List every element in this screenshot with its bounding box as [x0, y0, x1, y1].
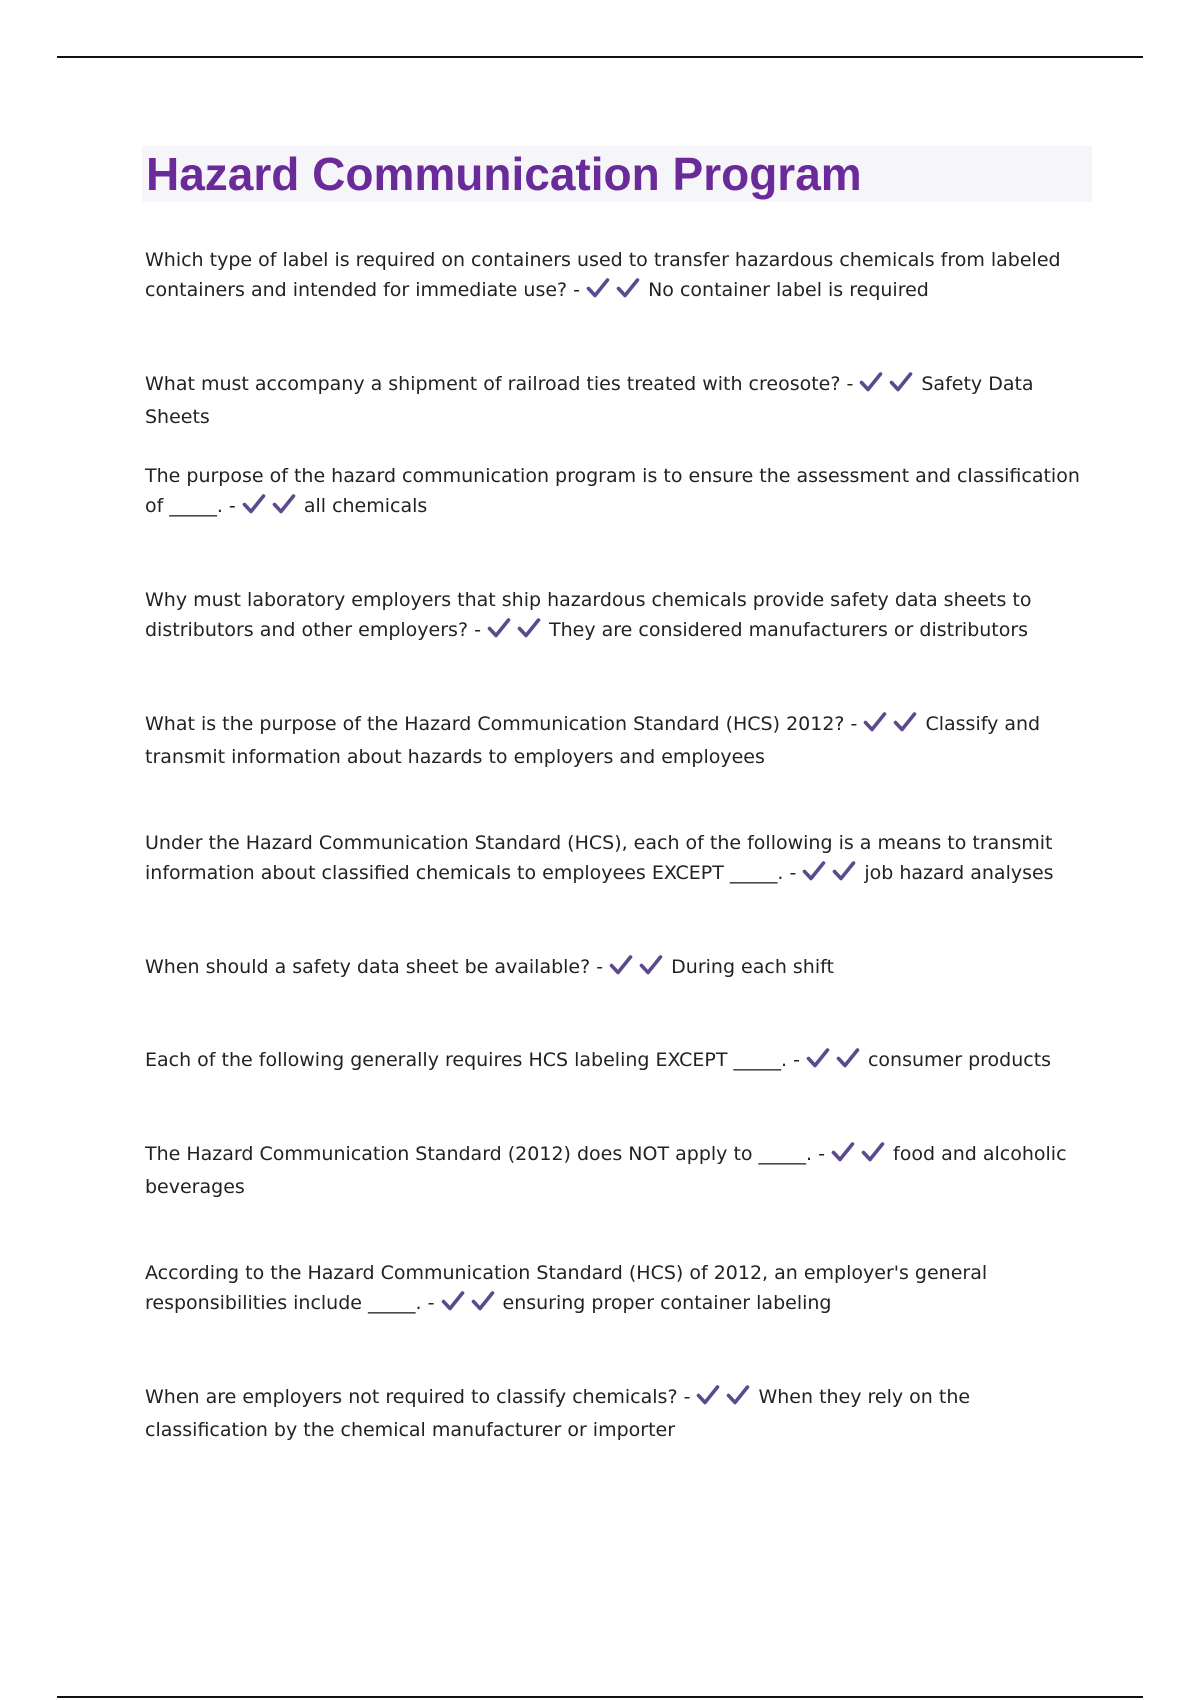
- answer-text: consumer products: [867, 1049, 1052, 1071]
- check-mark-icon: [586, 277, 610, 299]
- answer-text: They are considered manufacturers or distributors: [548, 619, 1029, 641]
- question-text: When should a safety data sheet be available? -: [145, 956, 610, 978]
- check-mark-icon: [802, 860, 826, 882]
- check-mark-icon: [889, 371, 913, 393]
- question-text: Each of the following generally requires HCS labeling EXCEPT _____. -: [145, 1049, 806, 1071]
- check-mark-icon: [639, 954, 663, 976]
- top-divider: [57, 56, 1143, 58]
- qa-item: [145, 461, 1095, 524]
- check-mark-icon: [806, 1047, 830, 1069]
- question-text: The purpose of the hazard communication program is to ensure the assessment and classification of _____. -: [145, 465, 1080, 517]
- answer-text: all chemicals: [303, 495, 428, 517]
- check-mark-icon: [832, 860, 856, 882]
- qa-item: [145, 1382, 1095, 1445]
- check-mark-icon: [471, 1290, 495, 1312]
- answer-text: Safety Data Sheets: [145, 373, 1034, 428]
- check-mark-icon: [517, 617, 541, 639]
- answer-text: When they rely on the classification by the chemical manufacturer or importer: [145, 1386, 971, 1441]
- bottom-divider: [57, 1696, 1143, 1698]
- qa-item: [145, 1258, 1095, 1321]
- check-mark-icon: [893, 711, 917, 733]
- check-mark-icon: [726, 1384, 750, 1406]
- qa-item: [145, 709, 1095, 772]
- check-mark-icon: [831, 1141, 855, 1163]
- qa-item: [145, 245, 1095, 308]
- check-mark-icon: [859, 371, 883, 393]
- check-mark-icon: [242, 493, 266, 515]
- question-text: Why must laboratory employers that ship hazardous chemicals provide safety data sheets to distributors and other employers? -: [145, 589, 1032, 641]
- check-mark-icon: [836, 1047, 860, 1069]
- question-text: When are employers not required to classify chemicals? -: [145, 1386, 697, 1408]
- check-mark-icon: [272, 493, 296, 515]
- check-mark-icon: [696, 1384, 720, 1406]
- qa-item: [145, 1045, 1095, 1078]
- check-mark-icon: [441, 1290, 465, 1312]
- answer-text: job hazard analyses: [864, 862, 1054, 884]
- check-mark-icon: [863, 711, 887, 733]
- question-text: According to the Hazard Communication Standard (HCS) of 2012, an employer's general responsibilities include _____. -: [145, 1262, 988, 1314]
- question-text: Under the Hazard Communication Standard (HCS), each of the following is a means to transmit information about classified chemicals to employees EXCEPT _____. -: [145, 832, 1053, 884]
- qa-item: [145, 369, 1095, 432]
- check-mark-icon: [609, 954, 633, 976]
- answer-text: Classify and transmit information about hazards to employers and employees: [145, 713, 1041, 768]
- answer-text: food and alcoholic beverages: [145, 1143, 1067, 1198]
- check-mark-icon: [616, 277, 640, 299]
- page-title: Hazard Communication Program: [146, 148, 862, 200]
- qa-item: [145, 952, 1095, 985]
- question-text: What must accompany a shipment of railroad ties treated with creosote? -: [145, 373, 860, 395]
- question-text: Which type of label is required on containers used to transfer hazardous chemicals from labeled containers and intended for immediate use? -: [145, 249, 1061, 301]
- answer-text: ensuring proper container labeling: [502, 1292, 832, 1314]
- question-text: What is the purpose of the Hazard Communication Standard (HCS) 2012? -: [145, 713, 864, 735]
- qa-item: [145, 828, 1095, 891]
- qa-item: [145, 1139, 1095, 1202]
- check-mark-icon: [861, 1141, 885, 1163]
- answer-text: During each shift: [671, 956, 834, 978]
- qa-item: [145, 585, 1095, 648]
- answer-text: No container label is required: [648, 279, 929, 301]
- check-mark-icon: [487, 617, 511, 639]
- question-text: The Hazard Communication Standard (2012) does NOT apply to _____. -: [145, 1143, 832, 1165]
